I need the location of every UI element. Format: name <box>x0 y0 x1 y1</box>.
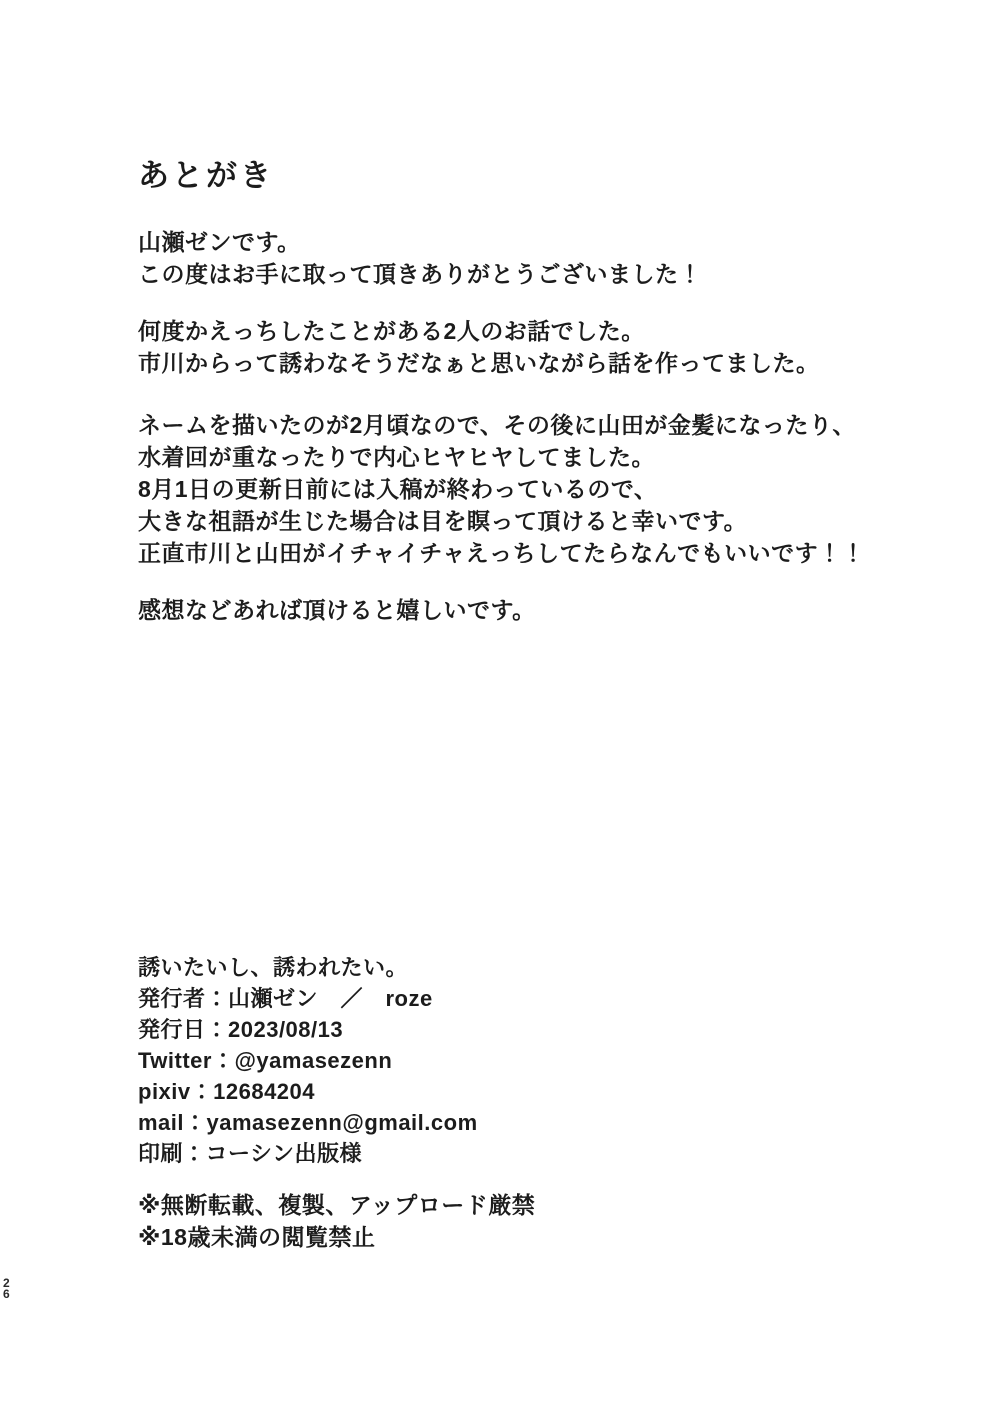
colophon <box>138 952 478 1169</box>
colophon-printer: 印刷：コーシン出版様 <box>138 1141 363 1166</box>
notice-age-restriction: ※18歳未満の閲覧禁止 <box>138 1224 376 1250</box>
notice-no-repost: ※無断転載、複製、アップロード厳禁 <box>138 1192 536 1218</box>
afterword-line: 市川からって誘わなそうだなぁと思いながら話を作ってました。 <box>138 350 820 376</box>
colophon-notices <box>138 1189 535 1253</box>
colophon-publish-date: 発行日：2023/08/13 <box>138 1017 344 1042</box>
afterword-title: あとがき <box>138 158 274 193</box>
colophon-publisher: 発行者：山瀬ゼン ／ roze <box>138 986 433 1011</box>
colophon-pixiv: pixiv：12684204 <box>138 1079 316 1104</box>
afterword-line: この度はお手に取って頂きありがとうございました！ <box>138 261 702 287</box>
afterword-paragraph-story <box>138 315 820 379</box>
colophon-mail: mail：yamasezenn@gmail.com <box>138 1110 478 1135</box>
afterword-line: ネームを描いたのが2月頃なので、その後に山田が金髪になったり、 <box>138 412 856 438</box>
afterword-line: 何度かえっちしたことがある2人のお話でした。 <box>138 318 645 344</box>
afterword-paragraph-greeting <box>138 226 702 290</box>
afterword-line: 山瀬ゼンです。 <box>138 229 301 255</box>
afterword-line: 水着回が重なったりで内心ヒヤヒヤしてました。 <box>138 444 655 470</box>
page-number: 26 <box>3 1276 10 1301</box>
afterword-paragraph-feedback <box>138 594 536 626</box>
afterword-paragraph-production <box>138 409 865 569</box>
afterword-line: 8月1日の更新日前には入稿が終わっているので、 <box>138 476 658 502</box>
colophon-twitter: Twitter：@yamasezenn <box>138 1048 393 1073</box>
afterword-line: 感想などあれば頂けると嬉しいです。 <box>138 597 536 623</box>
colophon-book-title: 誘いたいし、誘われたい。 <box>138 955 409 980</box>
afterword-line: 大きな祖語が生じた場合は目を瞑って頂けると幸いです。 <box>138 508 748 534</box>
afterword-line: 正直市川と山田がイチャイチャえっちしてたらなんでもいいです！！ <box>138 540 866 566</box>
